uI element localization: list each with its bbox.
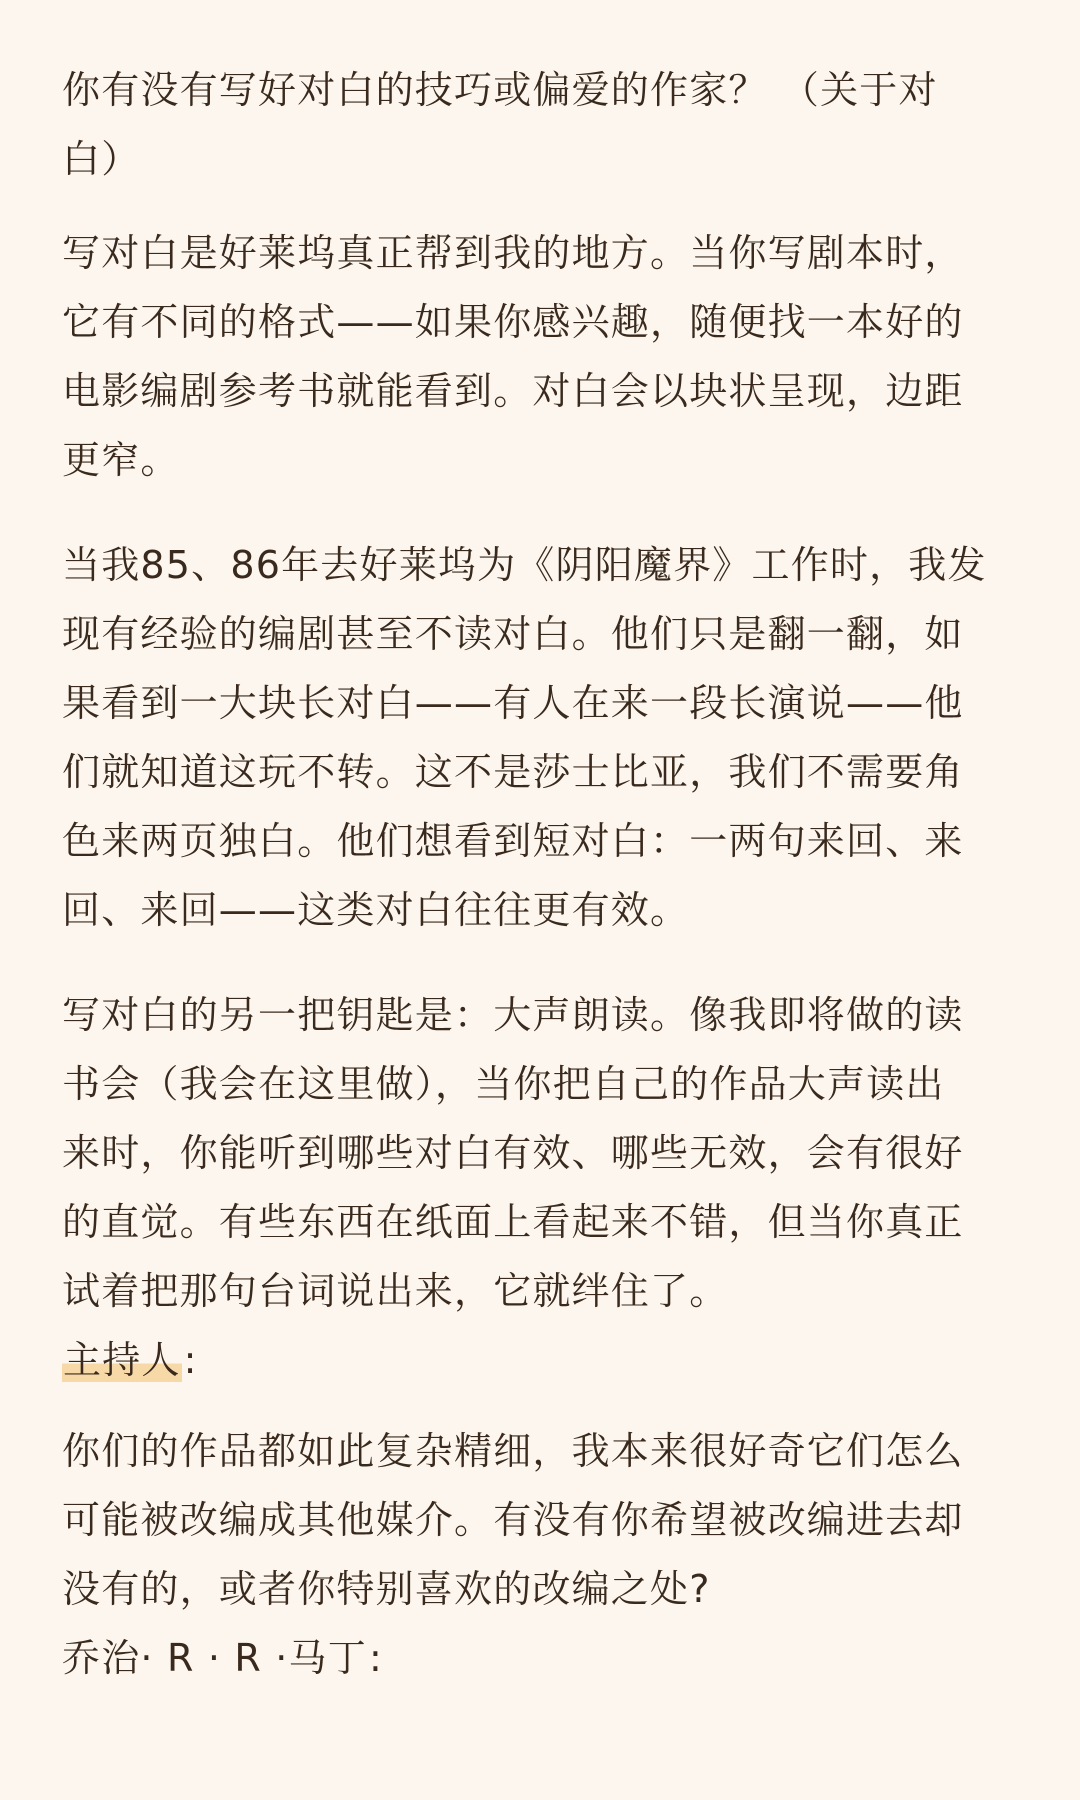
- speaker-colon: :: [368, 1636, 383, 1680]
- text-line: 果看到一大块长对白——有人在来一段长演说——他: [62, 681, 964, 725]
- text-line: 来时，你能听到哪些对白有效、哪些无效，会有很好: [62, 1131, 964, 1175]
- text-line: 书会（我会在这里做），当你把自己的作品大声读出: [62, 1062, 945, 1106]
- text-line: 白）: [62, 137, 141, 181]
- question-title: [62, 56, 1020, 194]
- grrm-speaker-label: [62, 1624, 1020, 1693]
- text-line: 色来两页独白。他们想看到短对白：一两句来回、来: [62, 819, 964, 863]
- text-line: 你有没有写好对白的技巧或偏爱的作家？ （关于对: [62, 68, 938, 112]
- text-line: 试着把那句台词说出来，它就绊住了。: [62, 1269, 729, 1313]
- text-line: 写对白是好莱坞真正帮到我的地方。当你写剧本时，: [62, 231, 964, 275]
- host-speaker-label: [62, 1326, 1020, 1395]
- host-speaker-name: 主持人: [63, 1338, 181, 1382]
- text-line: 写对白的另一把钥匙是：大声朗读。像我即将做的读: [62, 993, 964, 1037]
- text-line: 电影编剧参考书就能看到。对白会以块状呈现，边距: [62, 369, 964, 413]
- text-line: 你们的作品都如此复杂精细，我本来很好奇它们怎么: [62, 1429, 964, 1473]
- text-line: 们就知道这玩不转。这不是莎士比亚，我们不需要角: [62, 750, 964, 794]
- text-line: 现有经验的编剧甚至不读对白。他们只是翻一翻，如: [62, 612, 964, 656]
- text-line: 可能被改编成其他媒介。有没有你希望被改编进去却: [62, 1498, 964, 1542]
- text-line: 当我85、86年去好莱坞为《阴阳魔界》工作时，我发: [62, 543, 987, 587]
- text-line: 它有不同的格式——如果你感兴趣，随便找一本好的: [62, 300, 964, 344]
- host-question-paragraph: [62, 1417, 1020, 1624]
- grrm-speaker-name: 乔治· R · R ·马丁: [62, 1636, 367, 1680]
- answer-paragraph-3: [62, 981, 1020, 1326]
- text-line: 的直觉。有些东西在纸面上看起来不错，但当你真正: [62, 1200, 964, 1244]
- answer-paragraph-1: [62, 219, 1020, 495]
- text-line: 回、来回——这类对白往往更有效。: [62, 888, 690, 932]
- text-line: 更窄。: [62, 438, 180, 482]
- answer-paragraph-2: [62, 531, 1020, 945]
- speaker-colon: :: [183, 1338, 198, 1382]
- text-line: 没有的，或者你特别喜欢的改编之处?: [62, 1567, 711, 1611]
